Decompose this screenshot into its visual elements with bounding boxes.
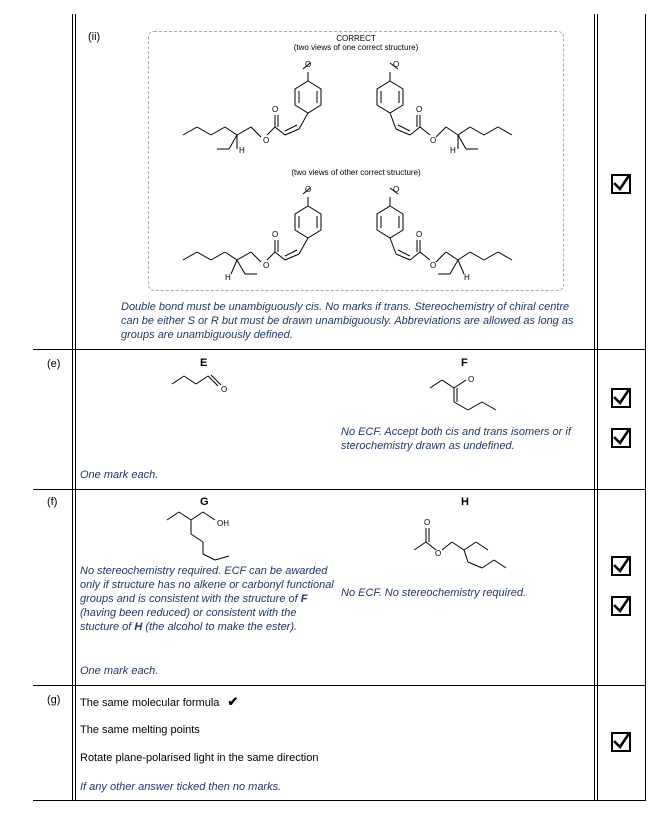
option-plane-polarised: Rotate plane-polarised light in the same direction bbox=[80, 752, 319, 764]
compound-H-label: H bbox=[461, 496, 469, 508]
compound-E-structure bbox=[170, 372, 240, 402]
compound-H-structure bbox=[410, 512, 540, 577]
compound-G-label: G bbox=[200, 496, 209, 508]
svg-text:O: O bbox=[416, 105, 423, 114]
svg-text:O: O bbox=[272, 230, 279, 239]
checked-box-icon bbox=[611, 174, 631, 194]
svg-text:O: O bbox=[393, 60, 400, 69]
option-molecular-formula bbox=[80, 694, 238, 710]
checked-box-icon bbox=[611, 556, 631, 576]
checked-box-icon bbox=[611, 388, 631, 408]
svg-text:O: O bbox=[435, 549, 442, 558]
part-g-label: (g) bbox=[47, 694, 61, 706]
compound-H-note: No ECF. No stereochemistry required. bbox=[341, 587, 527, 599]
svg-text:O: O bbox=[393, 185, 400, 194]
compound-G-note bbox=[80, 564, 335, 634]
svg-text:O: O bbox=[416, 230, 423, 239]
option-melting-points: The same melting points bbox=[80, 724, 200, 736]
view2-caption: (two views of other correct structure) bbox=[291, 168, 421, 177]
checked-box-icon bbox=[611, 732, 631, 752]
correct-heading: CORRECT bbox=[336, 34, 376, 43]
svg-text:H: H bbox=[464, 273, 470, 282]
table-bottom-border bbox=[33, 800, 646, 801]
svg-text:O: O bbox=[430, 136, 437, 145]
svg-text:O: O bbox=[430, 261, 437, 270]
part-e-label: (e) bbox=[47, 358, 61, 370]
compound-G-structure bbox=[165, 510, 255, 565]
row-divider-ii-e bbox=[33, 349, 646, 350]
far-right-border bbox=[645, 14, 646, 801]
g-note-F: F bbox=[300, 593, 308, 605]
right-border-line-b bbox=[597, 14, 598, 801]
checked-box-icon bbox=[611, 428, 631, 448]
structure-3-skeletal bbox=[175, 180, 335, 290]
compound-E-label: E bbox=[200, 357, 208, 369]
structure-1-skeletal bbox=[175, 55, 335, 165]
svg-text:H: H bbox=[450, 146, 456, 155]
structure-4-skeletal bbox=[360, 180, 530, 290]
part-f-guidance: One mark each. bbox=[80, 665, 159, 677]
g-note-part-2: (having been reduced) or consistent with the stucture of bbox=[80, 607, 297, 633]
svg-text:OH: OH bbox=[217, 519, 229, 528]
svg-text:O: O bbox=[263, 136, 270, 145]
left-border-line-b bbox=[75, 14, 76, 801]
part-ii-guidance: Double bond must be unambiguously cis. No marks if trans. Stereochemistry of chiral centre can be either S or R but must be drawn unambiguously. Abbreviations are allowed as long as groups are unambiguously defined. bbox=[121, 301, 574, 341]
part-ii-label: (ii) bbox=[88, 31, 101, 43]
part-e-guidance: One mark each. bbox=[80, 469, 159, 481]
right-border-line-a bbox=[594, 14, 595, 801]
view1-caption: (two views of one correct structure) bbox=[293, 43, 419, 52]
svg-text:O: O bbox=[424, 518, 431, 527]
svg-text:H: H bbox=[239, 146, 245, 155]
g-note-part-1: No stereochemistry required. ECF can be awarded only if structure has no alkene or carbonyl functional groups and is consistent with the structure of bbox=[80, 565, 334, 605]
option-1-text: The same molecular formula bbox=[80, 697, 220, 709]
structure-2-skeletal bbox=[360, 55, 530, 165]
row-divider-f-g bbox=[33, 685, 646, 686]
svg-text:O: O bbox=[263, 261, 270, 270]
svg-text:O: O bbox=[272, 105, 279, 114]
checked-box-icon bbox=[611, 596, 631, 616]
left-border-line-a bbox=[72, 14, 73, 801]
check-mark-icon: ✔ bbox=[227, 694, 239, 709]
part-f-label: (f) bbox=[47, 496, 58, 508]
compound-F-note: No ECF. Accept both cis and trans isomers or if sterochemistry drawn as undefined. bbox=[341, 426, 571, 452]
svg-text:O: O bbox=[468, 375, 475, 384]
row-divider-e-f bbox=[33, 489, 646, 490]
g-note-part-3: (the alcohol to make the ester). bbox=[142, 621, 298, 633]
svg-text:O: O bbox=[305, 185, 312, 194]
part-g-guidance: If any other answer ticked then no marks. bbox=[80, 781, 282, 793]
compound-F-label: F bbox=[461, 357, 468, 369]
g-note-H: H bbox=[134, 621, 143, 633]
svg-text:O: O bbox=[221, 385, 228, 394]
svg-text:O: O bbox=[305, 60, 312, 69]
compound-F-structure bbox=[428, 372, 518, 417]
svg-text:H: H bbox=[225, 273, 231, 282]
